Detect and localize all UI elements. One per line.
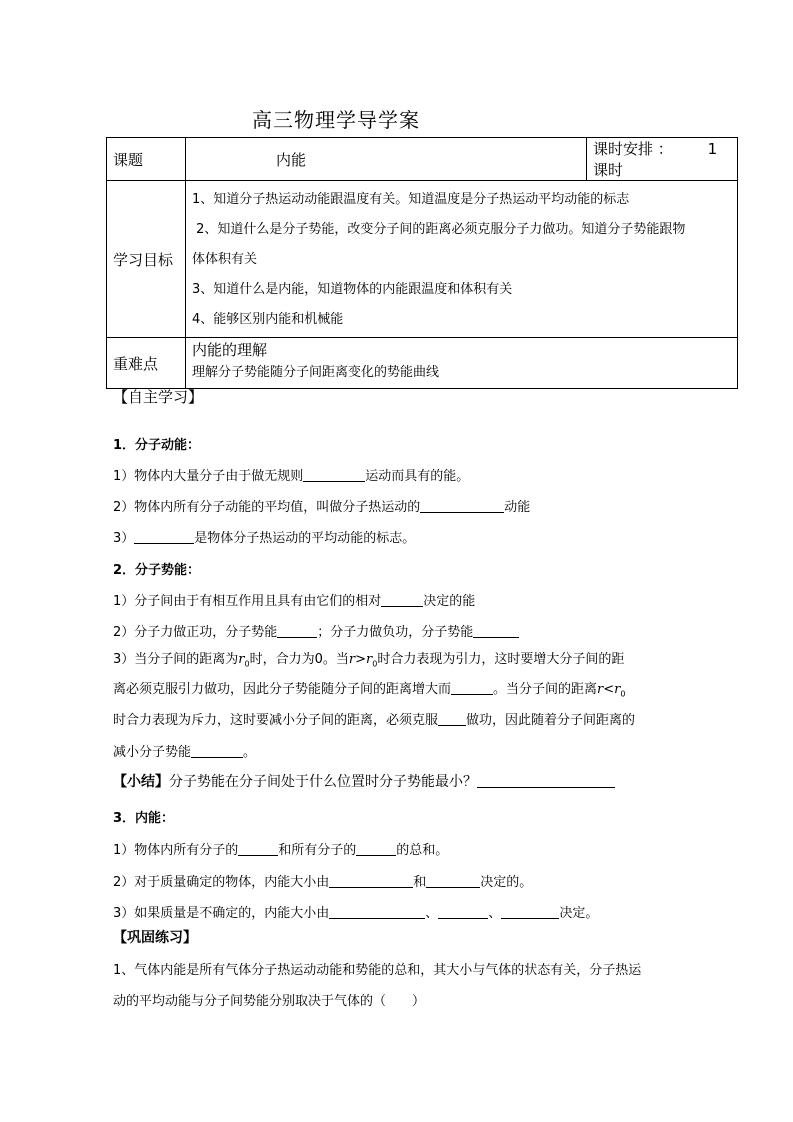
s2-q3-text-e: 。当分子间的距离 (493, 682, 598, 697)
s2-q3-line4 (113, 741, 256, 760)
s2-q3-text-g: 做功，因此随着分子间距离的 (466, 713, 636, 728)
goals-list (186, 181, 738, 338)
keypoint-1: 内能的理解 (192, 341, 268, 359)
s3-q1-text-c: 的总和。 (396, 843, 449, 858)
summary-text: 分子势能在分子间处于什么位置时分子势能最小？ (169, 774, 477, 790)
topic-label: 课题 (107, 138, 186, 181)
s2-q3-text-d: 离必须克服引力做功，因此分子势能随分子间的距离增大而 (113, 682, 452, 697)
s2-q3-line3 (113, 709, 635, 728)
goals-row (107, 181, 738, 338)
s2-q3-text-b: 时，合力为0。当 (249, 652, 349, 667)
s3-q2 (113, 871, 532, 890)
s3-q3-text-d: 决定。 (559, 906, 599, 921)
s2-q1-text-b: 决定的能 (423, 594, 476, 609)
section-1-heading: 1．分子动能： (113, 438, 201, 453)
practice-q1-line2: 动的平均动能与分子间势能分别取决于气体的（ ） (113, 994, 426, 1009)
practice-q1-line1: 1、气体内能是所有气体分子热运动动能和势能的总和，其大小与气体的状态有关，分子热运 (113, 963, 642, 978)
goal-item: 4、能够区别内能和机械能 (192, 312, 344, 327)
goal-item: 体体积有关 (192, 252, 258, 267)
answer-blank[interactable] (473, 623, 519, 638)
s3-q1 (113, 839, 448, 858)
s3-q2-text-b: 和 (413, 875, 427, 890)
goal-item: 2、知道什么是分子势能，改变分子间的距离必须克服分子力做功。知道分子势能跟物 (192, 222, 686, 237)
separator: 、 (488, 906, 502, 921)
answer-blank[interactable] (356, 841, 396, 856)
answer-blank[interactable] (477, 773, 615, 788)
s3-q3-text-a: 3）如果质量是不确定的，内能大小由 (113, 906, 330, 921)
symbol-lt: < (603, 682, 615, 697)
symbol-r: r (366, 652, 373, 667)
s3-q1-text-a: 1）物体内所有分子的 (113, 843, 239, 858)
s3-q3 (113, 902, 598, 921)
answer-blank[interactable] (238, 841, 278, 856)
symbol-r: r (614, 682, 621, 697)
s3-q1-text-b: 和所有分子的 (278, 843, 357, 858)
s2-q2-text-b: ；分子力做负功，分子势能 (317, 625, 474, 640)
s1-q3-text-b: 是物体分子热运动的平均动能的标志。 (194, 531, 416, 546)
symbol-sub: 0 (372, 659, 378, 669)
s2-q2-text-a: 2）分子力做正功，分子势能 (113, 625, 278, 640)
answer-blank[interactable] (277, 623, 317, 638)
page-title: 高三物理学导学案 (252, 108, 420, 132)
header-row (107, 138, 738, 181)
s2-q3-text-a: 3）当分子间的距离为 (113, 652, 239, 667)
s1-q3 (113, 527, 415, 546)
s2-q1 (113, 590, 475, 609)
summary-label: 【小结】 (113, 774, 169, 790)
summary (113, 771, 615, 791)
s2-q2 (113, 621, 519, 640)
schedule-value: 1课时 (593, 140, 718, 179)
s1-q2-text-b: 动能 (504, 500, 531, 515)
goals-label: 学习目标 (107, 181, 186, 338)
info-table (106, 137, 738, 389)
answer-blank[interactable] (420, 498, 504, 513)
s2-q3-text-c: 时合力表现为引力，这时要增大分子间的距 (377, 652, 625, 667)
practice-heading: 【巩固练习】 (113, 930, 197, 946)
keypoints-label: 重难点 (107, 338, 186, 389)
answer-blank[interactable] (303, 467, 365, 482)
separator: 、 (425, 906, 439, 921)
s1-q2 (113, 496, 530, 515)
s1-q2-text-a: 2）物体内所有分子动能的平均值，叫做分子热运动的 (113, 500, 421, 515)
answer-blank[interactable] (426, 873, 480, 888)
keypoints-row (107, 338, 738, 389)
goal-item: 1、知道分子热运动动能跟温度有关。知道温度是分子热运动平均动能的标志 (192, 192, 630, 207)
s1-q3-text-a: 3） (113, 531, 135, 546)
goal-item: 3、知道什么是内能，知道物体的内能跟温度和体积有关 (192, 282, 513, 297)
s3-q2-text-a: 2）对于质量确定的物体，内能大小由 (113, 875, 330, 890)
symbol-r: r (238, 652, 245, 667)
answer-blank[interactable] (438, 904, 488, 919)
schedule-cell (587, 138, 738, 181)
answer-blank[interactable] (438, 711, 466, 726)
section-3-heading: 3．内能： (113, 811, 175, 826)
answer-blank[interactable] (329, 873, 413, 888)
keypoints-content (186, 338, 738, 389)
s2-q3-text-h: 减小分子势能 (113, 745, 192, 760)
s2-q3-text-f: 时合力表现为斥力，这时要减小分子间的距离，必须克服 (113, 713, 439, 728)
section-2-heading: 2．分子势能： (113, 563, 201, 578)
s2-q3-text-i: 。 (243, 745, 257, 760)
s1-q1-text-a: 1）物体内大量分子由于做无规则 (113, 469, 304, 484)
answer-blank[interactable] (191, 743, 243, 758)
symbol-gt: > (355, 652, 366, 667)
symbol-sub: 0 (244, 659, 250, 669)
answer-blank[interactable] (134, 529, 194, 544)
schedule-label: 课时安排 ： (593, 140, 673, 158)
s1-q1-text-b: 运动而具有的能。 (365, 469, 470, 484)
topic-value: 内能 (186, 138, 587, 181)
keypoint-2: 理解分子势能随分子间距离变化的势能曲线 (192, 365, 440, 380)
self-study-heading: 【自主学习】 (113, 388, 204, 406)
answer-blank[interactable] (451, 680, 493, 695)
s1-q1 (113, 465, 469, 484)
symbol-r: r (597, 682, 604, 697)
symbol-sub: 0 (620, 689, 626, 699)
s2-q3-line1 (113, 648, 624, 669)
answer-blank[interactable] (501, 904, 559, 919)
s2-q1-text-a: 1）分子间由于有相互作用且具有由它们的相对 (113, 594, 382, 609)
answer-blank[interactable] (329, 904, 425, 919)
symbol-r: r (348, 652, 356, 667)
s2-q3-line2 (113, 678, 625, 699)
answer-blank[interactable] (381, 592, 423, 607)
s3-q2-text-c: 决定的。 (480, 875, 533, 890)
